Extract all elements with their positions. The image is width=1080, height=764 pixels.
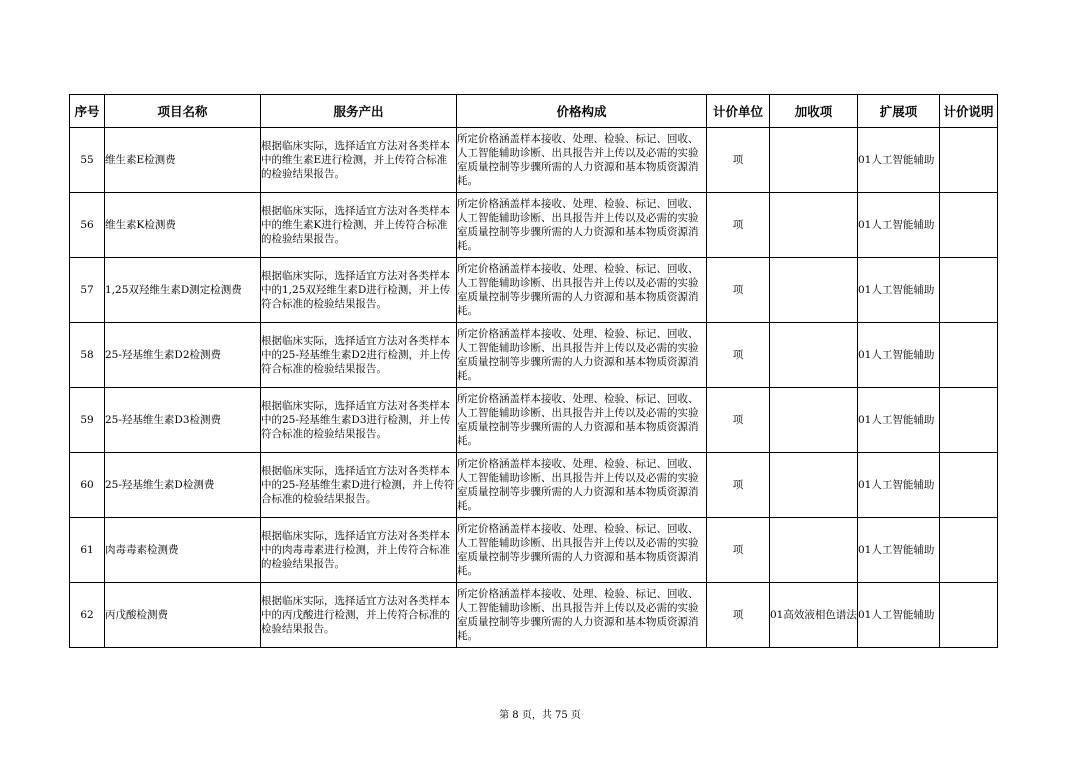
cell-composition: 所定价格涵盖样本接收、处理、检验、标记、回收、人工智能辅助诊断、出具报告并上传以及必需的实验室质量控制等步骤所需的人力资源和基本物质资源消耗。	[457, 193, 707, 258]
cell-output: 根据临床实际，选择适宜方法对各类样本中的25-羟基维生素D2进行检测，并上传符合标准的检验结果报告。	[261, 323, 457, 388]
price-table	[69, 94, 998, 648]
cell-no: 58	[70, 323, 105, 388]
cell-unit: 项	[707, 388, 770, 453]
cell-name: 1,25双羟维生素D测定检测费	[105, 258, 261, 323]
cell-composition: 所定价格涵盖样本接收、处理、检验、标记、回收、人工智能辅助诊断、出具报告并上传以及必需的实验室质量控制等步骤所需的人力资源和基本物质资源消耗。	[457, 128, 707, 193]
table-row	[70, 453, 998, 518]
cell-output: 根据临床实际，选择适宜方法对各类样本中的维生素K进行检测，并上传符合标准的检验结果报告。	[261, 193, 457, 258]
cell-output: 根据临床实际，选择适宜方法对各类样本中的1,25双羟维生素D进行检测，并上传符合标准的检验结果报告。	[261, 258, 457, 323]
cell-extra	[770, 193, 858, 258]
cell-no: 60	[70, 453, 105, 518]
table-row	[70, 193, 998, 258]
table-row	[70, 323, 998, 388]
cell-output: 根据临床实际，选择适宜方法对各类样本中的维生素E进行检测，并上传符合标准的检验结果报告。	[261, 128, 457, 193]
cell-extension: 01人工智能辅助	[858, 388, 940, 453]
cell-note	[940, 258, 998, 323]
cell-note	[940, 453, 998, 518]
cell-extra	[770, 128, 858, 193]
cell-composition: 所定价格涵盖样本接收、处理、检验、标记、回收、人工智能辅助诊断、出具报告并上传以及必需的实验室质量控制等步骤所需的人力资源和基本物质资源消耗。	[457, 388, 707, 453]
table-row	[70, 583, 998, 648]
cell-composition: 所定价格涵盖样本接收、处理、检验、标记、回收、人工智能辅助诊断、出具报告并上传以及必需的实验室质量控制等步骤所需的人力资源和基本物质资源消耗。	[457, 583, 707, 648]
table-header-row	[70, 95, 998, 128]
cell-extension: 01人工智能辅助	[858, 453, 940, 518]
cell-extra	[770, 388, 858, 453]
cell-composition: 所定价格涵盖样本接收、处理、检验、标记、回收、人工智能辅助诊断、出具报告并上传以及必需的实验室质量控制等步骤所需的人力资源和基本物质资源消耗。	[457, 453, 707, 518]
cell-extension: 01人工智能辅助	[858, 518, 940, 583]
cell-name: 肉毒毒素检测费	[105, 518, 261, 583]
cell-note	[940, 518, 998, 583]
cell-no: 59	[70, 388, 105, 453]
cell-no: 55	[70, 128, 105, 193]
page-footer: 第 8 页，共 75 页	[499, 710, 581, 721]
cell-note	[940, 583, 998, 648]
header-extra: 加收项	[770, 95, 858, 128]
cell-extension: 01人工智能辅助	[858, 193, 940, 258]
cell-composition: 所定价格涵盖样本接收、处理、检验、标记、回收、人工智能辅助诊断、出具报告并上传以及必需的实验室质量控制等步骤所需的人力资源和基本物质资源消耗。	[457, 258, 707, 323]
cell-unit: 项	[707, 518, 770, 583]
cell-unit: 项	[707, 583, 770, 648]
table-row	[70, 388, 998, 453]
cell-unit: 项	[707, 128, 770, 193]
cell-extension: 01人工智能辅助	[858, 128, 940, 193]
cell-name: 丙戊酸检测费	[105, 583, 261, 648]
cell-extra	[770, 518, 858, 583]
table-row	[70, 258, 998, 323]
cell-name: 25-羟基维生素D2检测费	[105, 323, 261, 388]
cell-extra	[770, 323, 858, 388]
header-composition: 价格构成	[457, 95, 707, 128]
table-row	[70, 518, 998, 583]
table-row	[70, 128, 998, 193]
cell-no: 56	[70, 193, 105, 258]
cell-output: 根据临床实际，选择适宜方法对各类样本中的丙戊酸进行检测，并上传符合标准的检验结果报告。	[261, 583, 457, 648]
cell-extension: 01人工智能辅助	[858, 323, 940, 388]
cell-extension: 01人工智能辅助	[858, 583, 940, 648]
cell-unit: 项	[707, 193, 770, 258]
cell-note	[940, 128, 998, 193]
cell-name: 维生素K检测费	[105, 193, 261, 258]
cell-output: 根据临床实际，选择适宜方法对各类样本中的25-羟基维生素D进行检测，并上传符合标准的检验结果报告。	[261, 453, 457, 518]
cell-unit: 项	[707, 453, 770, 518]
cell-extension: 01人工智能辅助	[858, 258, 940, 323]
header-unit: 计价单位	[707, 95, 770, 128]
cell-note	[940, 323, 998, 388]
cell-name: 维生素E检测费	[105, 128, 261, 193]
cell-extra	[770, 453, 858, 518]
header-output: 服务产出	[261, 95, 457, 128]
price-table-container	[69, 94, 997, 648]
cell-output: 根据临床实际，选择适宜方法对各类样本中的25-羟基维生素D3进行检测，并上传符合标准的检验结果报告。	[261, 388, 457, 453]
header-note: 计价说明	[940, 95, 998, 128]
cell-name: 25-羟基维生素D检测费	[105, 453, 261, 518]
cell-output: 根据临床实际，选择适宜方法对各类样本中的肉毒毒素进行检测，并上传符合标准的检验结果报告。	[261, 518, 457, 583]
cell-unit: 项	[707, 258, 770, 323]
header-name: 项目名称	[105, 95, 261, 128]
cell-composition: 所定价格涵盖样本接收、处理、检验、标记、回收、人工智能辅助诊断、出具报告并上传以及必需的实验室质量控制等步骤所需的人力资源和基本物质资源消耗。	[457, 518, 707, 583]
cell-note	[940, 388, 998, 453]
cell-no: 57	[70, 258, 105, 323]
cell-no: 62	[70, 583, 105, 648]
cell-composition: 所定价格涵盖样本接收、处理、检验、标记、回收、人工智能辅助诊断、出具报告并上传以及必需的实验室质量控制等步骤所需的人力资源和基本物质资源消耗。	[457, 323, 707, 388]
cell-extra: 01高效液相色谱法	[770, 583, 858, 648]
cell-no: 61	[70, 518, 105, 583]
header-no: 序号	[70, 95, 105, 128]
cell-name: 25-羟基维生素D3检测费	[105, 388, 261, 453]
cell-extra	[770, 258, 858, 323]
cell-note	[940, 193, 998, 258]
cell-unit: 项	[707, 323, 770, 388]
header-extension: 扩展项	[858, 95, 940, 128]
